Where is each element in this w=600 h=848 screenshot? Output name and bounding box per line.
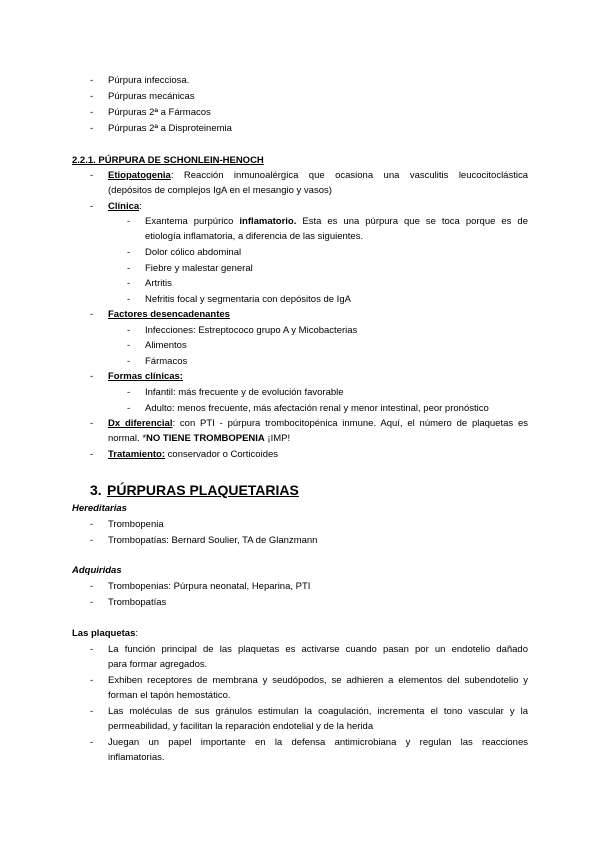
dx-line (108, 416, 528, 431)
list-item: Púrpuras 2ª a Disproteinemia (108, 123, 232, 134)
bullet-dash: - (90, 706, 94, 717)
bullet-dash: - (90, 581, 94, 592)
paragraph-line-cont: forman el tapón hemostático. (108, 690, 231, 701)
list-item: Trombopenias: Púrpura neonatal, Heparina, PTI (108, 581, 311, 592)
paragraph-line-cont: inflamatorias. (108, 752, 165, 763)
plaquetas-item (108, 673, 528, 688)
bullet-dash: - (90, 418, 94, 429)
exantema-text-cont: etiología inflamatoria, a diferencia de las siguientes. (145, 231, 364, 242)
bullet-dash: - (127, 278, 131, 289)
etiopatogenia-text: : Reacción inmunoalérgica que ocasiona una vasculitis leucocitoclástica (170, 170, 528, 181)
list-item: Púrpuras 2ª a Fármacos (108, 107, 211, 118)
dx-text-cont (108, 431, 290, 446)
bullet-dash: - (90, 309, 94, 320)
plaquetas-item (108, 704, 528, 719)
paragraph-line: Juegan un papel importante en la defensa antimicrobiana y regulan las reacciones (108, 737, 528, 748)
list-item: Fiebre y malestar general (145, 263, 253, 274)
bullet-dash: - (90, 91, 94, 102)
bullet-dash: - (90, 107, 94, 118)
etiopatogenia-line (108, 168, 528, 183)
bullet-dash: - (90, 75, 94, 86)
bullet-dash: - (127, 356, 131, 367)
paragraph-line-cont: para formar agregados. (108, 659, 208, 670)
bullet-dash: - (127, 340, 131, 351)
section-heading-hsp: 2.2.1. PÚRPURA DE SCHONLEIN-HENOCH (72, 155, 264, 166)
bullet-dash: - (127, 325, 131, 336)
bullet-dash: - (90, 675, 94, 686)
bullet-dash: - (90, 170, 94, 181)
list-item: Trombopenia (108, 519, 164, 530)
section-title: PÚRPURAS PLAQUETARIAS (107, 482, 299, 498)
paragraph-line: La función principal de las plaquetas es activarse cuando pasan por un endotelio dañado (108, 644, 528, 655)
list-item: Artritis (145, 278, 172, 289)
bullet-dash: - (127, 403, 131, 414)
list-item: Nefritis focal y segmentaria con depósitos de IgA (145, 294, 351, 305)
paragraph-line: Las moléculas de sus gránulos estimulan la coagulación, incrementa el tono vascular y la (108, 706, 528, 717)
tratamiento-line (108, 447, 278, 462)
list-item: Adulto: menos frecuente, más afectación renal y menor intestinal, peor pronóstico (145, 403, 489, 414)
bullet-dash: - (127, 294, 131, 305)
bullet-dash: - (90, 371, 94, 382)
etiopatogenia-label: Etiopatogenia (108, 170, 171, 181)
bullet-dash: - (127, 216, 131, 227)
exantema-bold: inflamatorio. (239, 216, 297, 227)
list-item: Trombopatías: Bernard Soulier, TA de Glanzmann (108, 535, 318, 546)
exantema-line (145, 214, 528, 229)
dx-text-bold: NO TIENE TROMBOPENIA (146, 433, 265, 444)
etiopatogenia-text-cont: (depósitos de complejos IgA en el mesangio y vasos) (108, 185, 332, 196)
paragraph-line: Exhiben receptores de membrana y seudópodos, se adhieren a elementos del subendotelio y (108, 675, 528, 686)
plaquetas-item (108, 642, 528, 657)
exantema-text-b: Esta es una púrpura que se toca porque es de (296, 216, 528, 227)
adquiridas-label: Adquiridas (72, 565, 122, 576)
tratamiento-label: Tratamiento: (108, 449, 166, 460)
bullet-dash: - (90, 644, 94, 655)
dx-text-normal: normal. * (108, 433, 147, 444)
bullet-dash: - (90, 201, 94, 212)
plaquetas-label: Las plaquetas (72, 628, 136, 639)
bullet-dash: - (127, 387, 131, 398)
bullet-dash: - (127, 263, 131, 274)
bullet-dash: - (90, 535, 94, 546)
exantema-text: Exantema purpúrico (145, 216, 240, 227)
plaquetas-item (108, 735, 528, 750)
clinica-heading (108, 199, 142, 214)
dx-label: Dx diferencial (108, 418, 173, 429)
bullet-dash: - (90, 449, 94, 460)
list-item: Trombopatías (108, 597, 167, 608)
bullet-dash: - (90, 597, 94, 608)
list-item: Infecciones: Estreptococo grupo A y Micobacterias (145, 325, 358, 336)
plaquetas-colon: : (135, 628, 138, 639)
list-item: Púrpura infecciosa. (108, 75, 190, 86)
tratamiento-text: conservador o Corticoides (165, 449, 279, 460)
formas-label: Formas clínicas: (108, 371, 183, 382)
list-item: Dolor cólico abdominal (145, 247, 242, 258)
bullet-dash: - (127, 247, 131, 258)
dx-text-imp: ¡IMP! (264, 433, 291, 444)
clinica-label: Clínica (108, 201, 140, 212)
list-item: Fármacos (145, 356, 188, 367)
section-heading-3 (90, 481, 299, 499)
list-item: Alimentos (145, 340, 187, 351)
list-item: Púrpuras mecánicas (108, 91, 195, 102)
plaquetas-heading (72, 626, 138, 641)
paragraph-line-cont: permeabilidad, y facilitan la reparación endotelial y de la herida (108, 721, 374, 732)
factores-label: Factores desencadenantes (108, 309, 230, 320)
hereditarias-label: Hereditarias (72, 503, 127, 514)
bullet-dash: - (90, 519, 94, 530)
section-number: 3. (90, 482, 102, 498)
bullet-dash: - (90, 123, 94, 134)
bullet-dash: - (90, 737, 94, 748)
clinica-colon: : (139, 201, 142, 212)
list-item: Infantil: más frecuente y de evolución favorable (145, 387, 344, 398)
dx-text: : con PTI - púrpura trombocitopénica inmune. Aquí, el número de plaquetas es (172, 418, 528, 429)
